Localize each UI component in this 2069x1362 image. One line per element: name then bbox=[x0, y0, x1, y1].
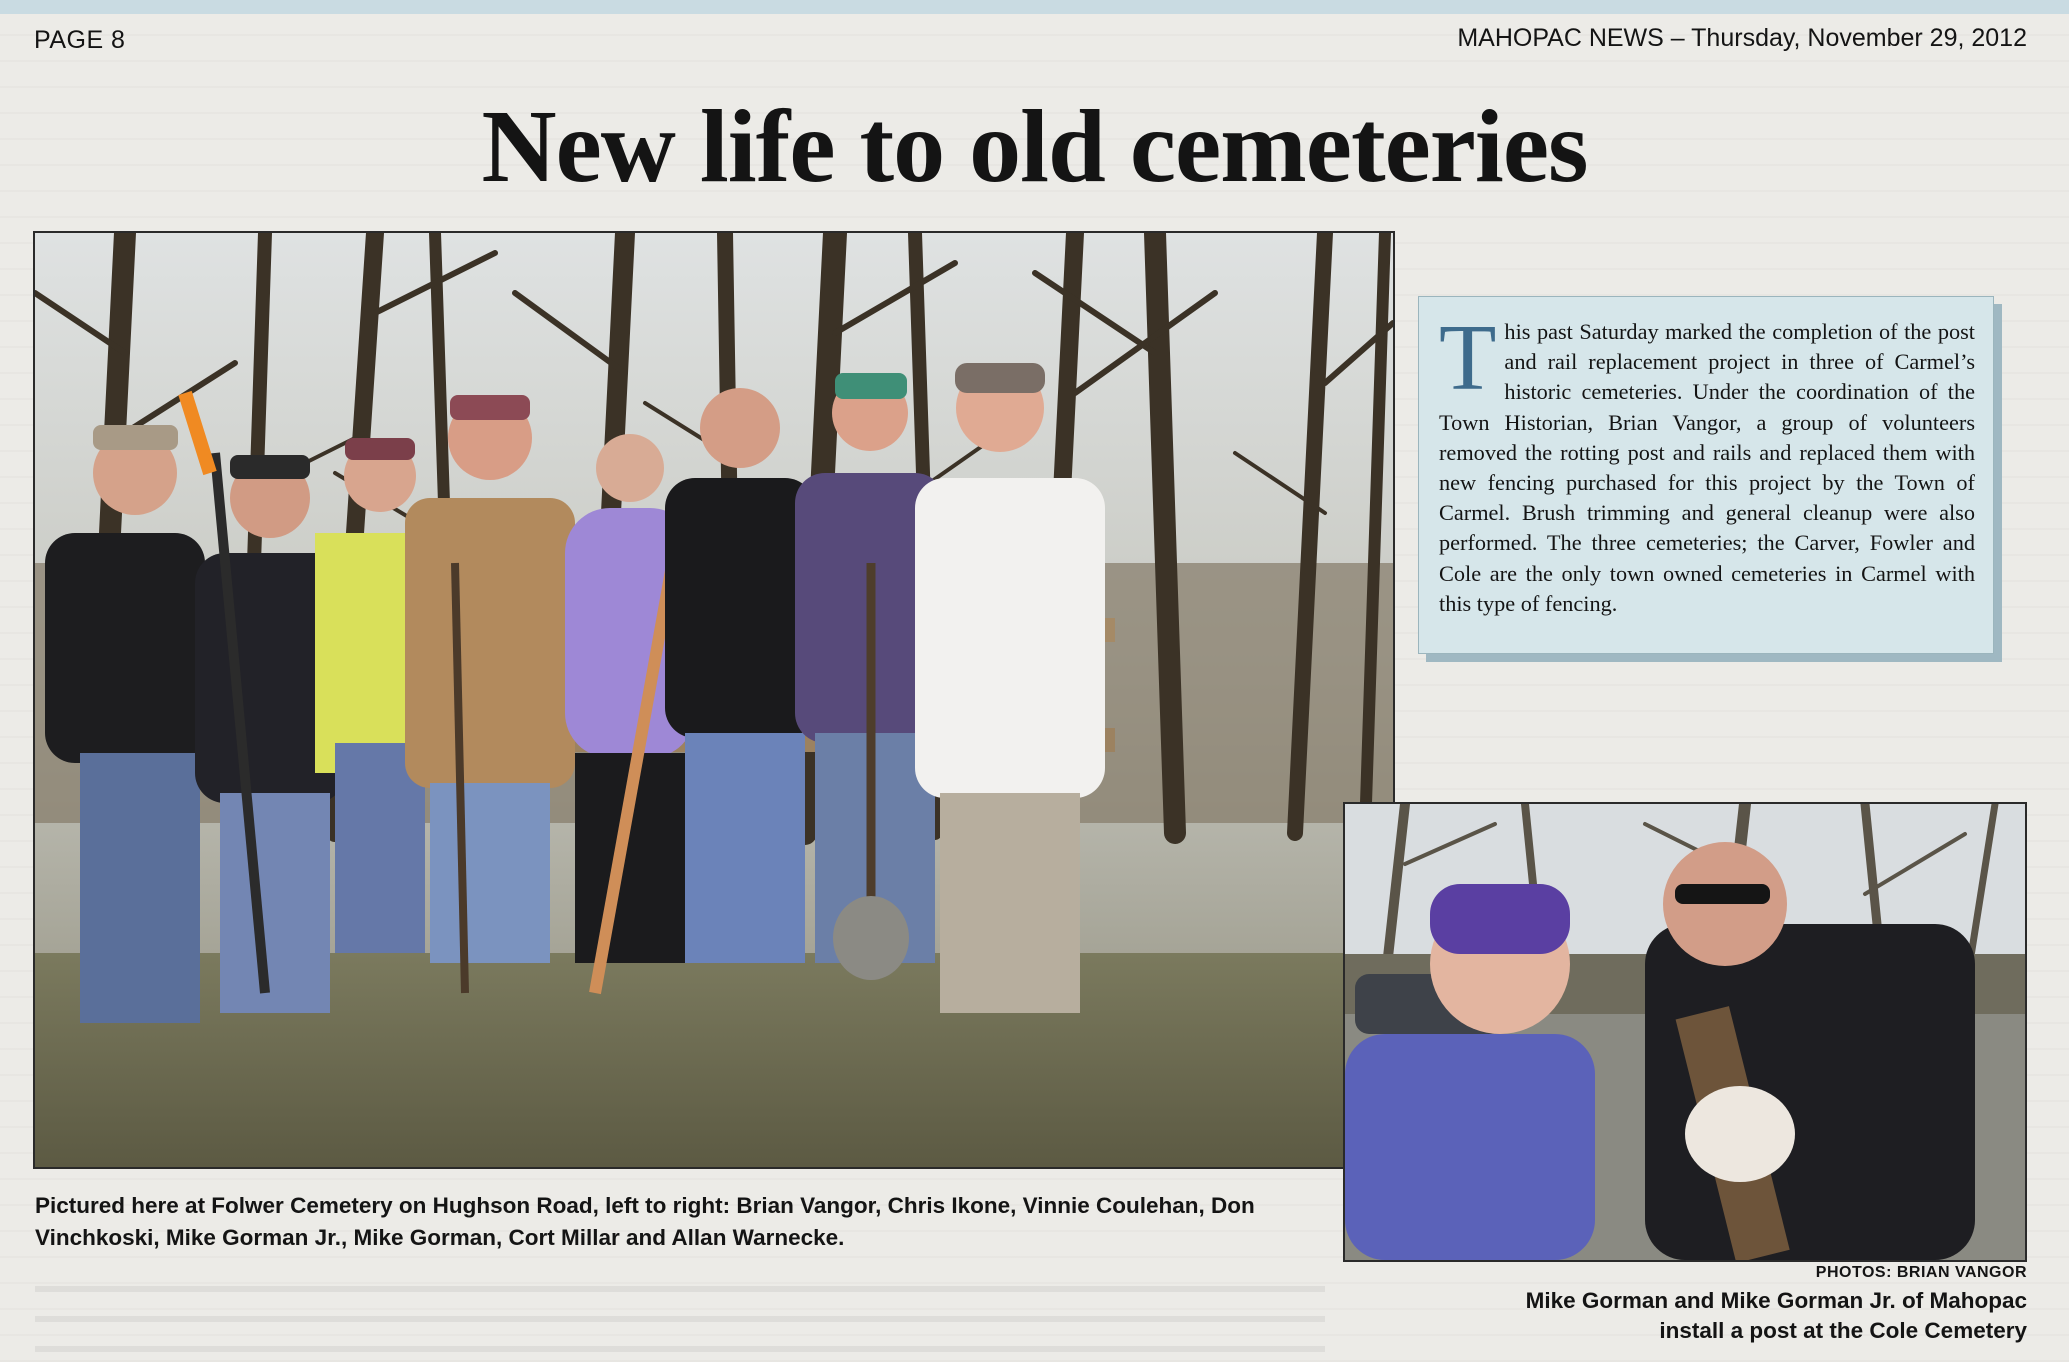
side-photo-caption bbox=[1327, 1286, 2027, 1346]
side-photo-illustration bbox=[1345, 804, 2025, 1260]
top-color-strip bbox=[0, 0, 2069, 14]
side-caption-line-1: Mike Gorman and Mike Gorman Jr. of Mahopac bbox=[1525, 1288, 2027, 1313]
article-headline: New life to old cemeteries bbox=[481, 89, 1588, 204]
main-photo-caption: Pictured here at Folwer Cemetery on Hughson Road, left to right: Brian Vangor, Chris Ikone, Vinnie Coulehan, Don Vinchkoski, Mike Gorman Jr., Mike Gorman, Cort Millar and Allan Warnecke. bbox=[35, 1193, 1255, 1250]
intro-dropcap: T bbox=[1439, 306, 1497, 410]
photo-credit: PHOTOS: BRIAN VANGOR bbox=[1815, 1264, 2027, 1281]
intro-body-text: his past Saturday marked the completion of the post and rail replacement project in three of Carmel’s historic cemeteries. Under the coordination of the Town Historian, Brian Vangor, a group of volunteers removed the rotting post and rails and replaced them with new fencing purchased for this project by the Town of Carmel. Brush trimming and general cleanup were also performed. The three cemeteries; the Carver, Fowler and Cole are the only town owned cemeteries in Carmel with this type of fencing. bbox=[1439, 319, 1975, 616]
show-through-ad-lines bbox=[35, 1262, 1325, 1352]
page-number: PAGE 8 bbox=[34, 26, 126, 54]
group-photo-illustration bbox=[35, 233, 1393, 1167]
masthead-dateline: MAHOPAC NEWS – Thursday, November 29, 2012 bbox=[1457, 24, 2027, 52]
side-photo bbox=[1343, 802, 2027, 1262]
main-group-photo bbox=[33, 231, 1395, 1169]
side-caption-line-2: install a post at the Cole Cemetery bbox=[1659, 1318, 2027, 1343]
intro-text-box bbox=[1418, 296, 1994, 654]
